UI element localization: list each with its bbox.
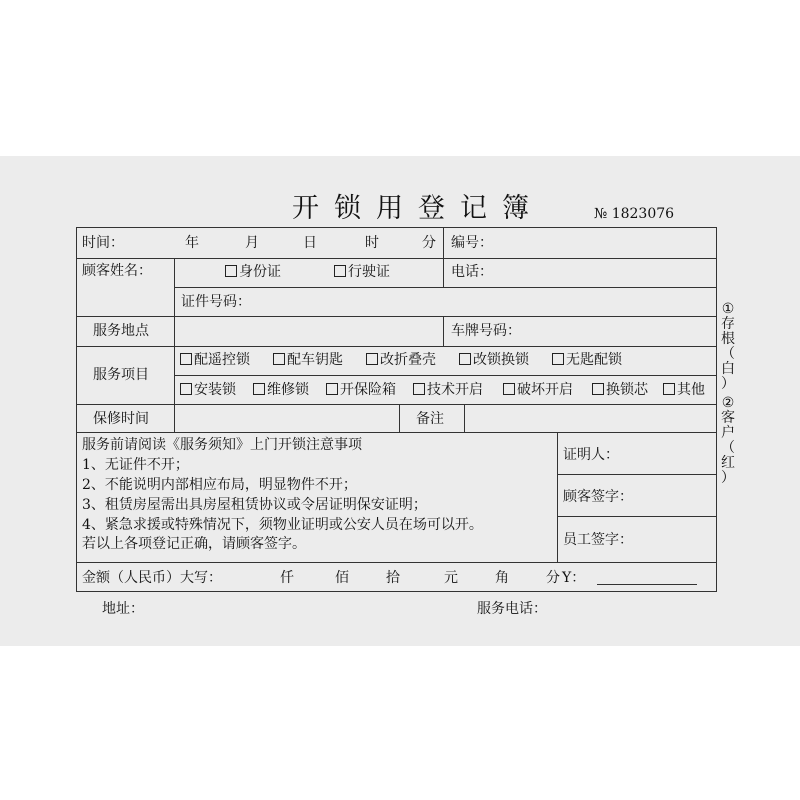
option-id-card[interactable]	[225, 264, 281, 280]
row-divider	[174, 287, 716, 288]
notice-line: 1、无证件不开；	[82, 457, 189, 473]
notice-line: 4、紧急求援或特殊情况下，须物业证明或公安人员在场可以开。	[82, 517, 483, 533]
side-label-stub	[719, 302, 737, 392]
row-divider	[77, 316, 716, 317]
option-label: 行驶证	[348, 264, 390, 280]
form-title: 开锁用登记簿	[292, 193, 544, 224]
side-char: ②	[721, 395, 735, 411]
side-char: 存	[721, 316, 735, 332]
checkbox[interactable]	[366, 353, 378, 365]
option-open-safe[interactable]	[326, 382, 396, 398]
amount-unit-yuan: 元	[444, 570, 458, 586]
row-divider	[174, 375, 716, 376]
option-label: 其他	[677, 382, 705, 398]
option-repair-lock[interactable]	[253, 382, 309, 398]
time-unit-minute: 分	[422, 235, 436, 251]
phone-label: 电话：	[451, 264, 493, 280]
column-divider	[557, 432, 558, 562]
time-unit-month: 月	[245, 235, 259, 251]
column-divider	[464, 404, 465, 432]
service-items-label: 服务项目	[93, 367, 149, 383]
yen-label: Y：	[562, 570, 586, 586]
checkbox[interactable]	[503, 383, 515, 395]
staff-signature-label: 员工签字：	[563, 532, 633, 548]
option-label: 配车钥匙	[287, 352, 343, 368]
side-char: 红	[721, 455, 735, 471]
side-char: ①	[721, 301, 735, 317]
side-char: （	[721, 346, 735, 362]
service-location-label: 服务地点	[93, 323, 149, 339]
time-unit-hour: 时	[365, 235, 379, 251]
warranty-label: 保修时间	[93, 411, 149, 427]
customer-name-label: 顾客姓名：	[82, 263, 152, 279]
side-char: 白	[721, 361, 735, 377]
option-label: 换锁芯	[606, 382, 648, 398]
time-unit-year: 年	[185, 235, 199, 251]
side-char: 户	[721, 425, 735, 441]
column-divider	[443, 228, 444, 258]
column-divider	[399, 404, 400, 432]
column-divider	[174, 258, 175, 432]
row-divider	[77, 432, 716, 433]
option-car-key[interactable]	[273, 352, 343, 368]
notice-heading: 服务前请阅读《服务须知》上门开锁注意事项	[82, 437, 362, 453]
option-label: 维修锁	[267, 382, 309, 398]
plate-number-label: 车牌号码：	[451, 323, 521, 339]
option-remote-key[interactable]	[180, 352, 250, 368]
option-label: 无匙配锁	[566, 352, 622, 368]
remark-label: 备注	[416, 411, 444, 427]
amount-unit-jiao: 角	[495, 570, 509, 586]
address-label: 地址：	[102, 601, 144, 617]
option-label: 破坏开启	[517, 382, 573, 398]
amount-unit-fen: 分	[546, 570, 560, 586]
row-divider	[77, 404, 716, 405]
checkbox[interactable]	[180, 383, 192, 395]
option-label: 安装锁	[194, 382, 236, 398]
side-char: 客	[721, 410, 735, 426]
row-divider	[77, 346, 716, 347]
notice-line: 若以上各项登记正确，请顾客签字。	[82, 536, 306, 552]
side-char: ）	[721, 470, 735, 486]
id-number-label: 证件号码：	[181, 294, 251, 310]
checkbox[interactable]	[326, 383, 338, 395]
option-destructive-open[interactable]	[503, 382, 573, 398]
option-folding-shell[interactable]	[366, 352, 436, 368]
side-char: ）	[721, 376, 735, 392]
option-install-lock[interactable]	[180, 382, 236, 398]
checkbox[interactable]	[592, 383, 604, 395]
checkbox[interactable]	[273, 353, 285, 365]
option-technical-open[interactable]	[413, 382, 483, 398]
checkbox[interactable]	[334, 265, 346, 277]
amount-unit-ten: 拾	[386, 570, 400, 586]
side-char: （	[721, 440, 735, 456]
registration-form	[76, 227, 717, 592]
column-divider	[443, 258, 444, 287]
side-char: 根	[721, 331, 735, 347]
option-label: 身份证	[239, 264, 281, 280]
serial-number: № 1823076	[594, 206, 675, 222]
amount-unit-hundred: 佰	[335, 570, 349, 586]
checkbox[interactable]	[180, 353, 192, 365]
time-label: 时间：	[82, 235, 124, 251]
side-label-customer	[719, 396, 737, 486]
notice-line: 2、不能说明内部相应布局，明显物件不开；	[82, 477, 357, 493]
option-keyless-copy[interactable]	[552, 352, 622, 368]
checkbox[interactable]	[413, 383, 425, 395]
amount-figure-line	[597, 570, 697, 585]
checkbox[interactable]	[253, 383, 265, 395]
customer-signature-label: 顾客签字：	[563, 489, 633, 505]
column-divider	[443, 316, 444, 346]
option-change-lock[interactable]	[459, 352, 529, 368]
witness-label: 证明人：	[563, 447, 619, 463]
option-other[interactable]	[663, 382, 705, 398]
checkbox[interactable]	[459, 353, 471, 365]
option-label: 改锁换锁	[473, 352, 529, 368]
row-divider	[557, 474, 716, 475]
notice-line: 3、租赁房屋需出具房屋租赁协议或令居证明保安证明；	[82, 497, 427, 513]
number-label: 编号：	[451, 235, 493, 251]
checkbox[interactable]	[552, 353, 564, 365]
option-label: 技术开启	[427, 382, 483, 398]
option-label: 配遥控锁	[194, 352, 250, 368]
checkbox[interactable]	[663, 383, 675, 395]
amount-unit-thousand: 仟	[280, 570, 294, 586]
option-label: 开保险箱	[340, 382, 396, 398]
option-change-cylinder[interactable]	[592, 382, 648, 398]
row-divider	[77, 258, 716, 259]
option-driving-license[interactable]	[334, 264, 390, 280]
checkbox[interactable]	[225, 265, 237, 277]
amount-label: 金额（人民币）大写：	[82, 570, 222, 586]
row-divider	[77, 562, 716, 563]
option-label: 改折叠壳	[380, 352, 436, 368]
time-unit-day: 日	[303, 235, 317, 251]
service-phone-label: 服务电话：	[477, 601, 547, 617]
row-divider	[557, 516, 716, 517]
